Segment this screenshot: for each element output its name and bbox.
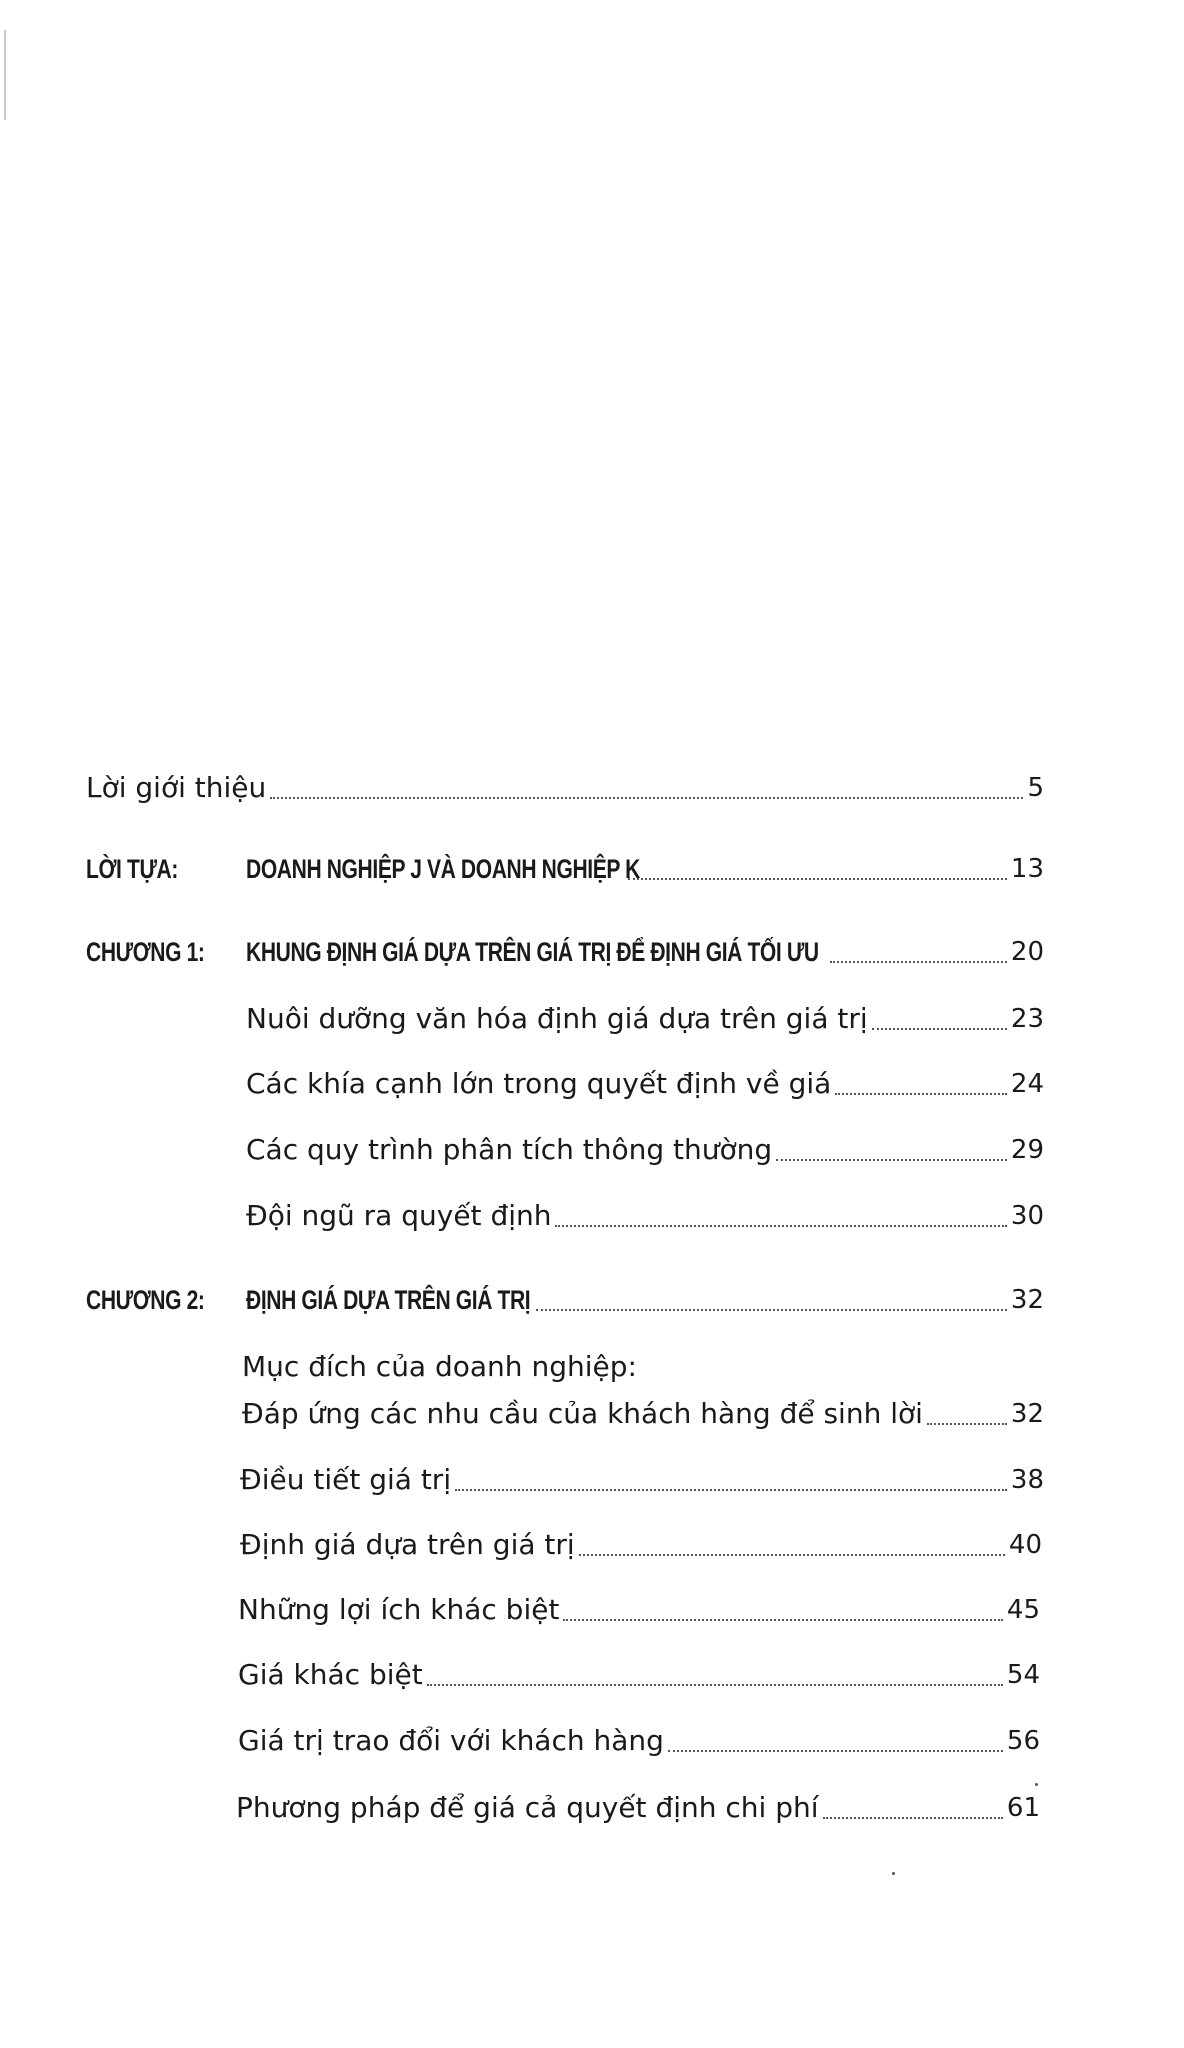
toc-entry-title: Giá khác biệt [238,1658,423,1691]
dot-leader [270,797,1023,799]
toc-entry-line [242,1394,1044,1434]
print-speck [892,1872,895,1875]
toc-entry-title: Đáp ứng các nhu cầu của khách hàng để sinh lời [242,1397,923,1430]
toc-entry-title: Định giá dựa trên giá trị [240,1528,575,1561]
toc-entry-line [238,1655,1040,1695]
dot-leader [455,1489,1007,1491]
toc-entry-title: ĐỊNH GIÁ DỰA TRÊN GIÁ TRỊ [246,1285,531,1315]
toc-page-number: 38 [1010,1465,1044,1495]
toc-entry-title: Phương pháp để giá cả quyết định chi phí [236,1791,819,1824]
toc-page-number: 45 [1006,1595,1040,1625]
toc-chapter-label: CHƯƠNG 2: [86,1285,205,1315]
dot-leader [628,878,1007,880]
toc-subentry[interactable] [0,1721,1184,1771]
toc-entry-line [246,1280,1044,1320]
toc-entry-line [246,999,1044,1039]
toc-entry-line [246,1196,1044,1236]
toc-entry-line [246,849,1044,889]
toc-entry-preface-intro[interactable] [0,768,1184,818]
toc-entry-title: Các quy trình phân tích thông thường [246,1133,773,1166]
dot-leader [563,1619,1002,1621]
toc-subentry[interactable] [0,1064,1184,1114]
toc-page-number: 24 [1010,1069,1044,1099]
toc-entry-foreword[interactable] [0,849,1184,899]
dot-leader [427,1684,1003,1686]
toc-subentry[interactable] [0,1394,1184,1444]
toc-subentry[interactable] [0,1130,1184,1180]
page-edge-mark [4,30,6,120]
toc-page-number: 23 [1010,1004,1044,1034]
toc-subentry[interactable] [0,1655,1184,1705]
toc-subentry[interactable] [0,1590,1184,1640]
dot-leader [668,1750,1003,1752]
toc-subentry[interactable] [0,1525,1184,1575]
toc-page-number: 40 [1008,1530,1042,1560]
toc-page-number: 29 [1010,1135,1044,1165]
toc-entry-line [240,1460,1044,1500]
toc-page-number: 13 [1010,854,1044,884]
dot-leader [872,1028,1007,1030]
toc-entry-line [246,932,1044,972]
toc-entry-line [240,1525,1042,1565]
toc-entry-title: Điều tiết giá trị [240,1463,452,1496]
toc-entry-title: Nuôi dưỡng văn hóa định giá dựa trên giá trị [246,1002,868,1035]
toc-entry-title: DOANH NGHIỆP J VÀ DOANH NGHIỆP K [246,854,640,884]
toc-entry-line [238,1721,1040,1761]
dot-leader [536,1309,1007,1311]
toc-page-number: 54 [1006,1660,1040,1690]
toc-entry-title: Đội ngũ ra quyết định [246,1199,552,1232]
toc-subentry[interactable] [0,1196,1184,1246]
toc-entry-title: Các khía cạnh lớn trong quyết định về giá [246,1067,832,1100]
toc-subentry[interactable] [0,999,1184,1049]
toc-page-number: 56 [1006,1726,1040,1756]
toc-entry-line [86,768,1044,808]
toc-entry-title: KHUNG ĐỊNH GIÁ DỰA TRÊN GIÁ TRỊ ĐỂ ĐỊNH GIÁ TỐI ƯU [246,937,819,967]
toc-page-number: 61 [1006,1793,1040,1823]
toc-subentry[interactable] [0,1788,1184,1838]
toc-subentry[interactable] [0,1460,1184,1510]
toc-page-number: 32 [1010,1399,1044,1429]
print-speck [1035,1783,1038,1786]
toc-entry-chapter-1[interactable] [0,932,1184,982]
dot-leader [776,1159,1007,1161]
toc-entry-line [236,1788,1040,1828]
toc-page-number: 20 [1010,937,1044,967]
toc-entry-line [246,1064,1044,1104]
dot-leader [830,961,1007,963]
toc-chapter-label: CHƯƠNG 1: [86,937,205,967]
toc-entry-line [238,1590,1040,1630]
toc-entry-title: Giá trị trao đổi với khách hàng [238,1724,664,1757]
toc-section-label: LỜI TỰA: [86,854,178,884]
toc-entry-line [246,1130,1044,1170]
dot-leader [555,1225,1006,1227]
toc-page-number: 30 [1010,1201,1044,1231]
toc-entry-title: Những lợi ích khác biệt [238,1593,560,1626]
toc-entry-title: Lời giới thiệu [86,771,267,804]
toc-page-number: 5 [1027,773,1044,803]
toc-entry-chapter-2[interactable] [0,1280,1184,1330]
toc-subentry-heading: Mục đích của doanh nghiệp: [242,1350,637,1383]
dot-leader [927,1423,1007,1425]
dot-leader [835,1093,1007,1095]
toc-page-number: 32 [1010,1285,1044,1315]
dot-leader [579,1554,1005,1556]
dot-leader [823,1817,1003,1819]
